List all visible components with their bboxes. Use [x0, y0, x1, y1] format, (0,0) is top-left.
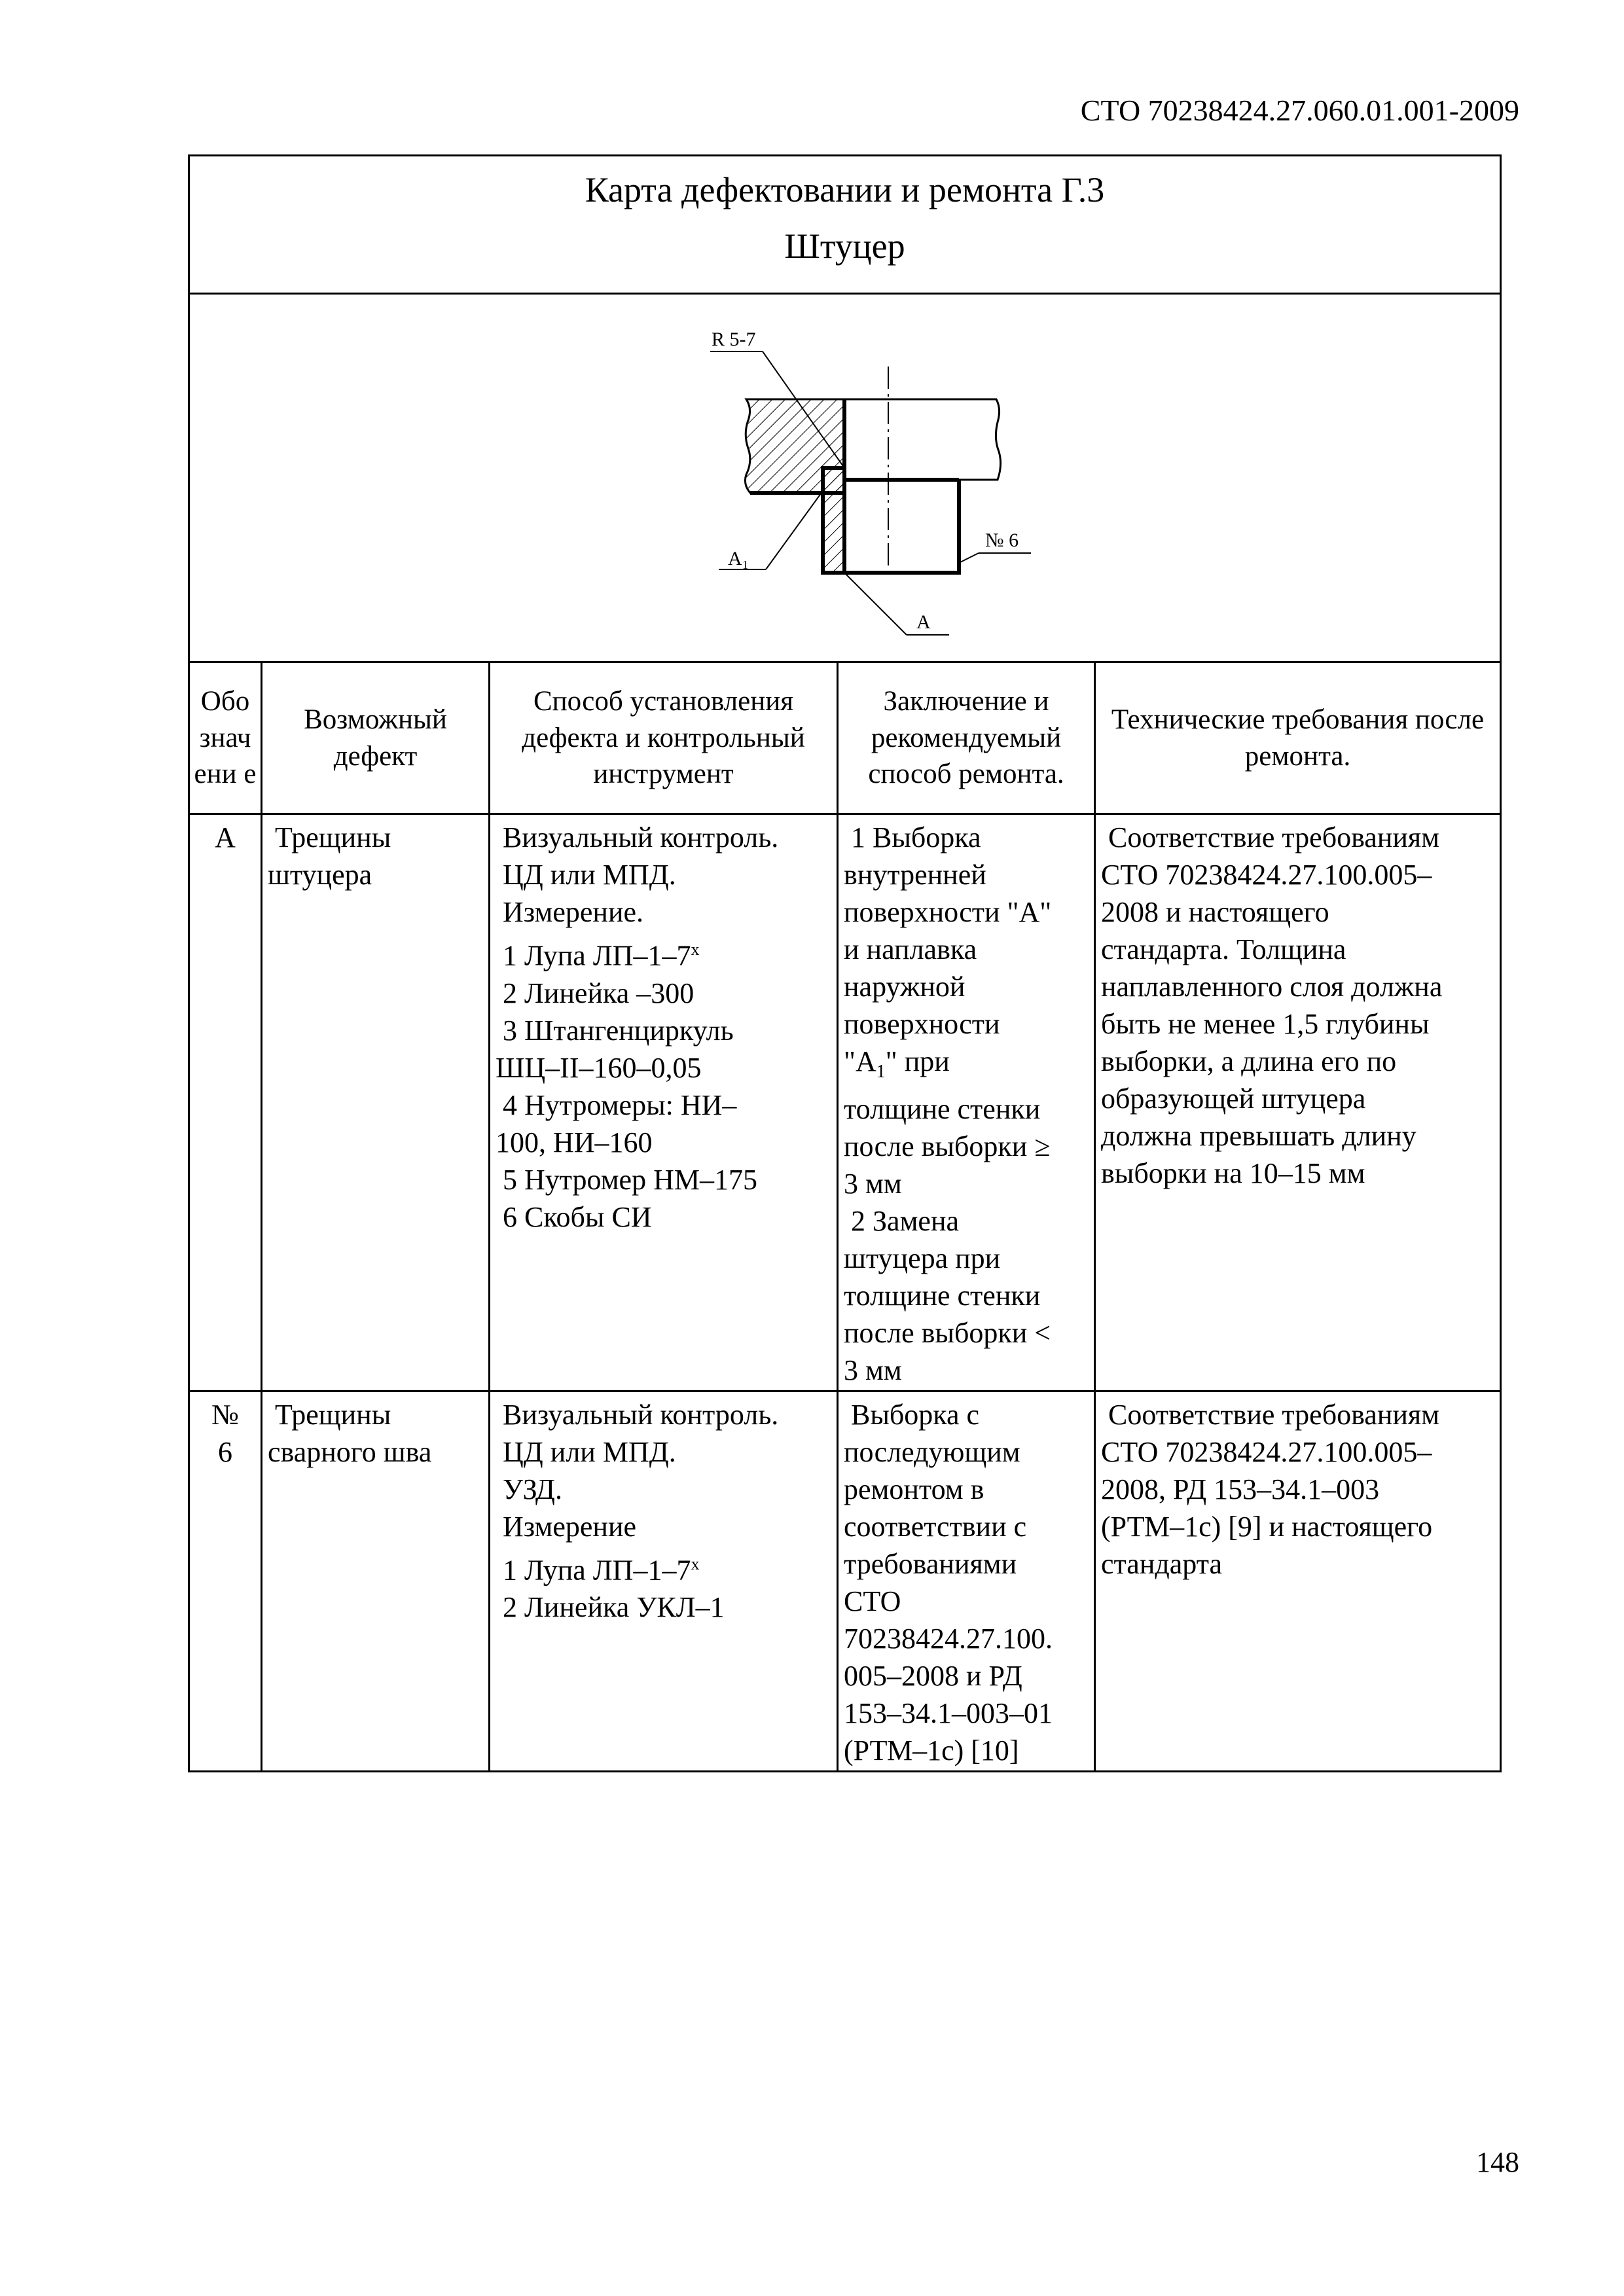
fitting-outline	[844, 480, 959, 573]
leader-no6-slant	[959, 553, 979, 563]
row-6-requirements: Соответствие требованиям СТО 70238424.27.100.005– 2008, РД 153–34.1–003 (РТМ–1с) [9] и настоящего стандарта	[1095, 1391, 1501, 1771]
document-code: СТО 70238424.27.060.01.001-2009	[1080, 94, 1519, 127]
card-title-block	[189, 156, 1501, 294]
label-a: A	[916, 611, 931, 633]
label-r: R 5-7	[712, 329, 756, 350]
label-no6: № 6	[985, 529, 1019, 551]
card-subtitle: Штуцер	[784, 226, 905, 266]
row-6-method: Визуальный контроль. ЦД или МПД. УЗД. Измерение 1 Лупа $ЛП-1-7^х$ 2 Линейка УКЛ–1	[490, 1391, 838, 1771]
row-a-designation: А	[189, 814, 262, 1391]
row-a-repair: 1 Выборка внутренней поверхности "А" и наплавка наружной поверхности "$А_1$" при толщине стенки после выборки ≥ 3 мм 2 Замена штуцера при толщине стенки после выборки < 3 мм	[838, 814, 1095, 1391]
table-row	[189, 814, 1501, 1391]
card-title: Карта дефектовании и ремонта Г.3	[585, 170, 1105, 209]
label-a1: A₁	[728, 548, 749, 569]
header-repair: Заключение и рекомендуемый способ ремонта.	[838, 662, 1095, 814]
page-number: 148	[1476, 2146, 1519, 2178]
defect-repair-card	[188, 154, 1502, 1772]
weld-zone	[823, 468, 844, 573]
pipe-outline	[844, 399, 1001, 480]
header-designation: Обо знач ени е	[189, 662, 262, 814]
row-a-defect: Трещины штуцера	[262, 814, 490, 1391]
leader-a1-slant	[766, 491, 823, 569]
fitting-drawing	[190, 295, 1499, 661]
row-6-repair: Выборка с последующим ремонтом в соответствии с требованиями СТО 70238424.27.100. 005–2008 и РД 153–34.1–003–01 (РТМ–1с) [10]	[838, 1391, 1095, 1771]
header-method: Способ установления дефекта и контрольный инструмент	[490, 662, 838, 814]
row-a-method: Визуальный контроль. ЦД или МПД. Измерение. 1 Лупа $ЛП-1-7^х$ 2 Линейка –300 3 Штангенциркуль ШЦ–II–160–0,05 4 Нутромеры: НИ– 100, НИ–160 5 Нутромер НМ–175 6 Скобы СИ	[490, 814, 838, 1391]
row-6-defect: Трещины сварного шва	[262, 1391, 490, 1771]
table-row	[189, 1391, 1501, 1771]
drawing-cell	[189, 294, 1501, 662]
row-6-designation: № 6	[189, 1391, 262, 1771]
header-defect: Возможный дефект	[262, 662, 490, 814]
leader-a	[844, 573, 907, 635]
header-requirements: Технические требования после ремонта.	[1095, 662, 1501, 814]
row-a-requirements: Соответствие требованиям СТО 70238424.27.100.005– 2008 и настоящего стандарта. Толщина наплавленного слоя должна быть не менее 1,5 глубины выборки, а длина его по образующей штуцера должна превышать длину выборки на 10–15 мм	[1095, 814, 1501, 1391]
